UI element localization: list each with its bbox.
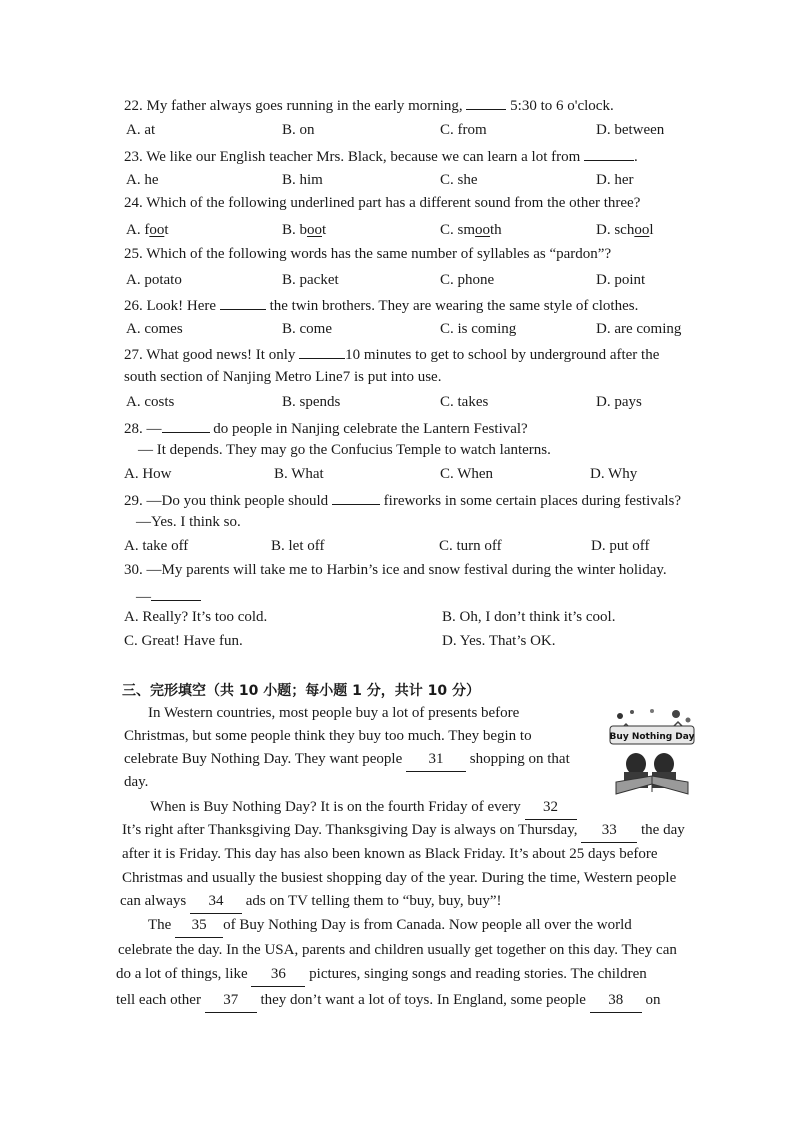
answer-blank	[151, 586, 201, 601]
blank-33[interactable]: 33	[581, 819, 637, 843]
question-number: 29.	[124, 493, 143, 509]
options-27	[126, 394, 686, 414]
question-stem: —	[146, 421, 162, 437]
question-28	[124, 418, 528, 438]
option-b: B. spends	[282, 394, 341, 410]
question-29	[124, 490, 681, 510]
question-number: 22.	[124, 98, 143, 114]
passage-line: can always 34 ads on TV telling them to “buy, buy, buy”!	[120, 890, 502, 914]
option-c: C. When	[440, 466, 494, 482]
blank-35[interactable]: 35	[175, 914, 223, 938]
passage-line: In Western countries, most people buy a lot of presents before	[148, 705, 520, 721]
question-stem: We like our English teacher Mrs. Black, because we can learn a lot from	[146, 149, 585, 165]
option-a: A. he	[126, 172, 159, 188]
option-b: B. boot	[282, 222, 327, 238]
answer-blank	[584, 146, 634, 161]
question-number: 23.	[124, 149, 143, 165]
option-c: C. Great! Have fun.	[124, 633, 243, 649]
question-stem-end: the twin brothers. They are wearing the same style of clothes.	[265, 298, 639, 314]
illustration-caption: Buy Nothing Day	[609, 732, 695, 742]
passage-line: do a lot of things, like 36 pictures, singing songs and reading stories. The children	[116, 963, 647, 987]
question-22	[124, 95, 614, 115]
option-a: A. at	[126, 122, 156, 138]
blank-34[interactable]: 34	[190, 890, 242, 914]
question-29-line2: —Yes. I think so.	[136, 514, 241, 530]
option-d: D. point	[596, 272, 646, 288]
question-stem: —Do you think people should	[146, 493, 332, 509]
question-number: 28.	[124, 421, 143, 437]
passage-line: The 35 of Buy Nothing Day is from Canada. Now people all over the world	[148, 914, 632, 938]
option-c: C. smooth	[440, 222, 502, 238]
question-stem-end: do people in Nanjing celebrate the Lantern Festival?	[209, 421, 528, 437]
question-number: 25.	[124, 246, 143, 262]
option-d: D. her	[596, 172, 634, 188]
question-stem: —My parents will take me to Harbin’s ice and snow festival during the winter holiday.	[146, 562, 667, 578]
blank-38[interactable]: 38	[590, 989, 642, 1013]
option-c: C. takes	[440, 394, 489, 410]
options-24	[126, 222, 686, 242]
question-stem: What good news! It only	[146, 347, 300, 363]
option-a: A. Really? It’s too cold.	[124, 609, 268, 625]
question-stem: My father always goes running in the early morning,	[146, 98, 467, 114]
option-b: B. What	[274, 466, 324, 482]
question-stem: Look! Here	[146, 298, 220, 314]
question-24	[124, 195, 640, 212]
question-number: 30.	[124, 562, 143, 578]
option-a: A. take off	[124, 538, 189, 554]
option-a: A. comes	[126, 321, 183, 337]
option-d: D. Yes. That’s OK.	[442, 633, 556, 649]
passage-line: celebrate the day. In the USA, parents and children usually get together on this day. They can	[118, 942, 677, 958]
options-23	[126, 172, 686, 192]
option-d: D. are coming	[596, 321, 682, 337]
passage-line: When is Buy Nothing Day? It is on the fourth Friday of every 32	[150, 796, 577, 820]
passage-line: day.	[124, 774, 149, 790]
question-number: 26.	[124, 298, 143, 314]
option-a: A. potato	[126, 272, 182, 288]
answer-blank	[299, 344, 345, 359]
question-number: 27.	[124, 347, 143, 363]
options-30-row1	[124, 609, 684, 629]
option-c: C. is coming	[440, 321, 517, 337]
answer-blank	[162, 418, 210, 433]
blank-37[interactable]: 37	[205, 989, 257, 1013]
question-27	[124, 344, 659, 364]
option-b: B. come	[282, 321, 332, 337]
question-26	[124, 295, 638, 315]
option-b: B. packet	[282, 272, 339, 288]
question-28-line2: — It depends. They may go the Confucius Temple to watch lanterns.	[138, 442, 551, 458]
option-b: B. let off	[271, 538, 325, 554]
passage-line: after it is Friday. This day has also been known as Black Friday. It’s about 25 days before	[122, 846, 658, 862]
question-30-line2: —	[136, 586, 201, 606]
section-title: 三、完形填空（共 10 小题；每小题 1 分，共计 10 分）	[122, 683, 480, 699]
options-25	[126, 272, 686, 292]
question-number: 24.	[124, 195, 143, 211]
option-d: D. school	[596, 222, 654, 238]
question-27-line2: south section of Nanjing Metro Line7 is put into use.	[124, 369, 442, 385]
passage-line: tell each other 37 they don’t want a lot of toys. In England, some people 38 on	[116, 989, 660, 1013]
options-26	[126, 321, 686, 341]
answer-blank	[220, 295, 266, 310]
options-30-row2	[124, 633, 684, 653]
passage-line: Christmas, but some people think they buy too much. They begin to	[124, 728, 532, 744]
options-22	[126, 122, 686, 142]
options-28	[124, 466, 684, 486]
buy-nothing-day-illustration	[606, 706, 698, 798]
question-30	[124, 562, 667, 579]
option-a: A. costs	[126, 394, 175, 410]
question-25	[124, 246, 611, 263]
option-d: D. between	[596, 122, 665, 138]
passage-line: Christmas and usually the busiest shopping day of the year. During the time, Western people	[122, 870, 677, 886]
question-stem-end: 10 minutes to get to school by underground after the	[345, 347, 660, 363]
option-c: C. turn off	[439, 538, 502, 554]
option-a: A. foot	[126, 222, 169, 238]
question-stem-end: fireworks in some certain places during festivals?	[379, 493, 682, 509]
blank-36[interactable]: 36	[251, 963, 305, 987]
option-b: B. on	[282, 122, 315, 138]
question-stem-end: 5:30 to 6 o'clock.	[506, 98, 614, 114]
option-d: D. put off	[591, 538, 650, 554]
question-stem-end: .	[634, 149, 638, 165]
options-29	[124, 538, 684, 558]
option-b: B. Oh, I don’t think it’s cool.	[442, 609, 616, 625]
option-b: B. him	[282, 172, 323, 188]
option-c: C. phone	[440, 272, 495, 288]
passage-line: It’s right after Thanksgiving Day. Thanksgiving Day is always on Thursday, 33 the day	[122, 819, 685, 843]
question-stem: Which of the following underlined part has a different sound from the other three?	[146, 195, 641, 211]
option-d: D. Why	[590, 466, 638, 482]
question-23	[124, 146, 638, 166]
passage-line: celebrate Buy Nothing Day. They want people 31 shopping on that	[124, 748, 570, 772]
answer-blank	[466, 95, 506, 110]
option-c: C. she	[440, 172, 478, 188]
question-stem: Which of the following words has the same number of syllables as “pardon”?	[146, 246, 612, 262]
blank-32[interactable]: 32	[525, 796, 577, 820]
option-d: D. pays	[596, 394, 642, 410]
blank-31[interactable]: 31	[406, 748, 466, 772]
option-a: A. How	[124, 466, 172, 482]
answer-blank	[332, 490, 380, 505]
option-c: C. from	[440, 122, 487, 138]
